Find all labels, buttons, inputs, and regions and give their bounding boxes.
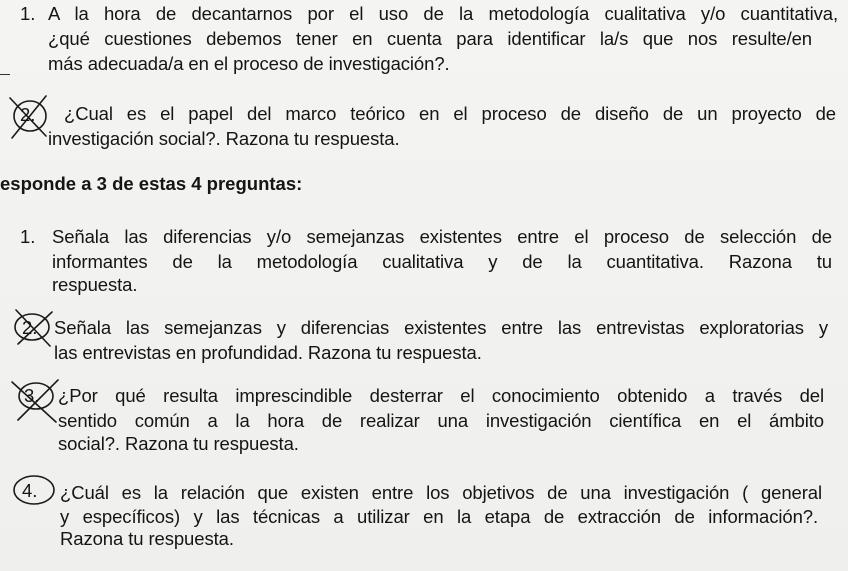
section-heading: esponde a 3 de estas 4 preguntas: (0, 173, 303, 194)
question-number: 4. (22, 480, 38, 501)
question-line: A la hora de decantarnos por el uso de la metodología cualitativa y/o cuantitativa, (48, 3, 838, 24)
question-line: más adecuada/a en el proceso de investigación?. (48, 53, 450, 74)
question-line: social?. Razona tu respuesta. (58, 433, 299, 454)
question-number: 2. (22, 317, 38, 338)
question-number: 2. (20, 104, 36, 125)
margin-mark (0, 74, 10, 75)
question-line: Razona tu respuesta. (60, 528, 234, 549)
question-line: investigación social?. Razona tu respuesta. (48, 128, 400, 149)
question-line: ¿qué cuestiones debemos tener en cuenta para identificar la/s que nos resulte/en (48, 28, 812, 49)
question-line: las entrevistas en profundidad. Razona tu respuesta. (54, 342, 482, 363)
question-line: Señala las semejanzas y diferencias existentes entre las entrevistas exploratorias y (54, 317, 828, 338)
question-line: respuesta. (52, 274, 138, 295)
question-line: ¿Por qué resulta imprescindible desterrar el conocimiento obtenido a través del (58, 385, 824, 406)
question-line: ¿Cual es el papel del marco teórico en el proceso de diseño de un proyecto de (64, 103, 836, 124)
question-line: y específicos) y las técnicas a utilizar en la etapa de extracción de información?. (60, 506, 818, 527)
question-line: Señala las diferencias y/o semejanzas existentes entre el proceso de selección de (52, 226, 832, 247)
question-number: 1. (20, 226, 36, 247)
question-line: informantes de la metodología cualitativa y de la cuantitativa. Razona tu (52, 251, 832, 272)
question-line: ¿Cuál es la relación que existen entre los objetivos de una investigación ( general (60, 482, 822, 503)
question-line: sentido común a la hora de realizar una investigación científica en el ámbito (58, 410, 824, 431)
question-number: 1. (20, 3, 36, 24)
question-number: 3. (24, 385, 40, 406)
